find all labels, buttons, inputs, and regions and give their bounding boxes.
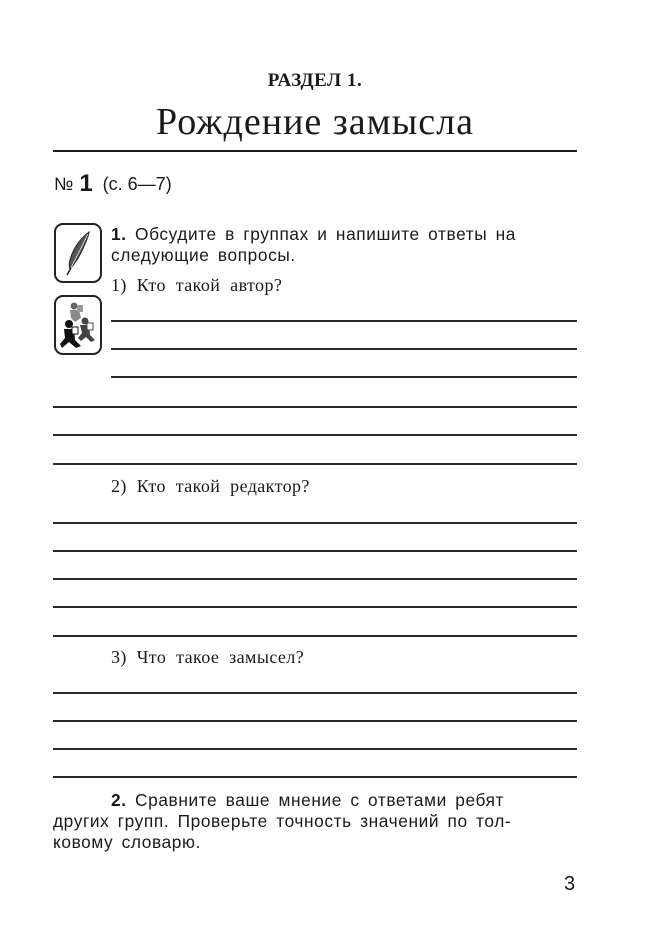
answer-line[interactable]	[53, 406, 577, 408]
exercise-2-instruction	[53, 790, 577, 853]
question-1: 1) Кто такой автор?	[111, 275, 283, 295]
exercise-2-text-line1: Сравните ваше мнение с ответами ребят	[135, 790, 505, 810]
task-number: 1	[79, 170, 93, 197]
answer-line[interactable]	[111, 348, 577, 350]
answer-line[interactable]	[53, 748, 577, 750]
task-heading	[54, 170, 172, 198]
section-label: РАЗДЕЛ 1.	[267, 70, 363, 91]
exercise-1-number: 1.	[111, 224, 127, 244]
answer-line[interactable]	[53, 720, 577, 722]
answer-line[interactable]	[53, 692, 577, 694]
quill-pen-icon	[54, 223, 102, 283]
answer-line[interactable]	[53, 776, 577, 778]
answer-line[interactable]	[53, 434, 577, 436]
title-divider	[53, 150, 577, 152]
page-title: Рождение замысла	[156, 101, 474, 143]
answer-line[interactable]	[111, 320, 577, 322]
question-2: 2) Кто такой редактор?	[111, 476, 310, 496]
answer-line[interactable]	[53, 606, 577, 608]
number-sign: №	[54, 174, 74, 194]
exercise-1-text-line2: следующие вопросы.	[111, 245, 296, 265]
page-number: 3	[564, 873, 576, 895]
task-pages: (с. 6—7)	[102, 174, 172, 194]
exercise-2-text-line3: ковому словарю.	[53, 832, 201, 852]
answer-line[interactable]	[53, 522, 577, 524]
answer-line[interactable]	[111, 376, 577, 378]
exercise-2-number: 2.	[111, 790, 127, 810]
answer-line[interactable]	[53, 578, 577, 580]
exercise-1-text-line1: Обсудите в группах и напишите ответы на	[135, 224, 516, 244]
exercise-2-text-line2: других групп. Проверьте точность значений по тол-	[53, 811, 512, 831]
answer-line[interactable]	[53, 635, 577, 637]
question-3: 3) Что такое замысел?	[111, 647, 305, 667]
answer-line[interactable]	[53, 550, 577, 552]
answer-line[interactable]	[53, 463, 577, 465]
exercise-1-instruction	[111, 224, 577, 266]
group-work-icon	[54, 295, 102, 355]
